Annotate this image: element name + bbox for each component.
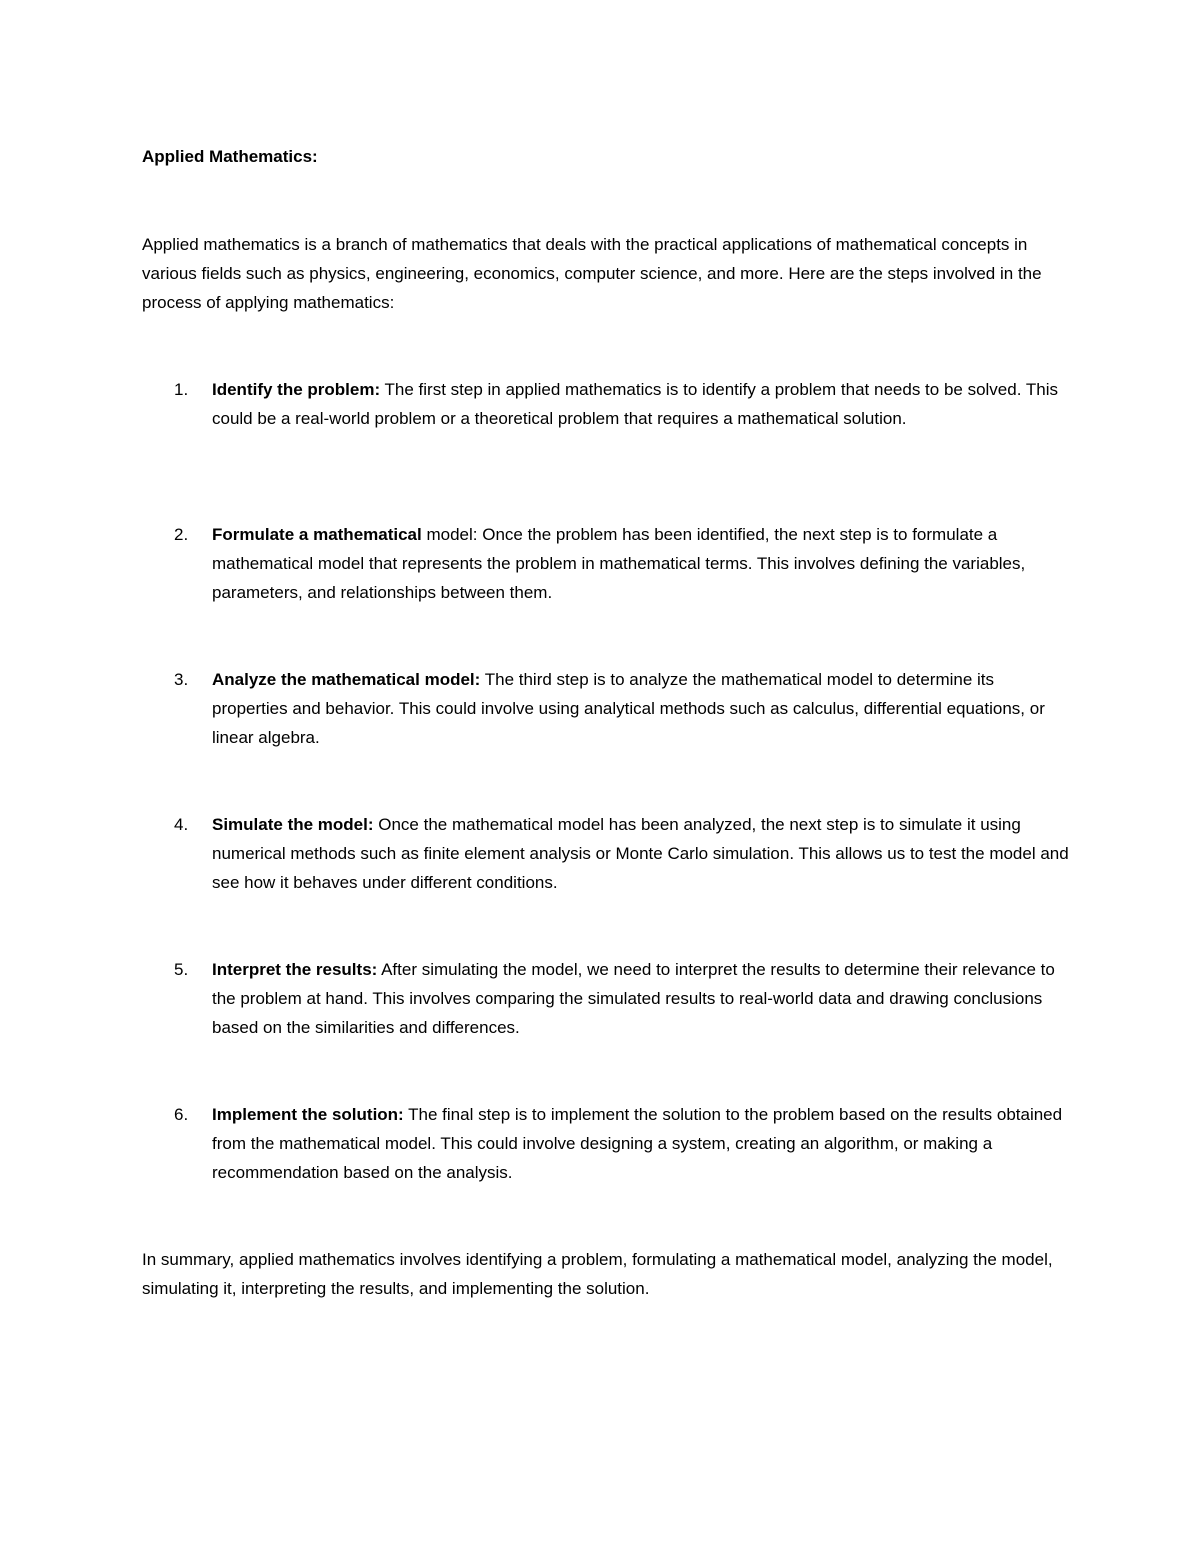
step-text: Once the mathematical model has been analyzed, the next step is to simulate it using numerical methods such as finite element analysis or Monte Carlo simulation. This allows us to test the model and see how it behaves under different conditions. [212, 815, 1069, 892]
step-label: Identify the problem: [212, 380, 381, 399]
step-body [212, 375, 1072, 433]
step-number: 1. [174, 380, 189, 399]
step-label: Analyze the mathematical model: [212, 670, 481, 689]
step-number: 2. [174, 525, 189, 544]
step-number: 6. [174, 1105, 189, 1124]
step-text: model: Once the problem has been identified, the next step is to formulate a mathematical model that represents the problem in mathematical terms. This involves defining the variables, parameters, and relationships between them. [212, 525, 1026, 602]
step-body [212, 520, 1072, 607]
document-title: Applied Mathematics: [142, 147, 318, 166]
step-label: Implement the solution: [212, 1105, 404, 1124]
step-label: Simulate the model: [212, 815, 374, 834]
step-number: 5. [174, 960, 189, 979]
summary-paragraph: In summary, applied mathematics involves identifying a problem, formulating a mathematical model, analyzing the model, simulating it, interpreting the results, and implementing the solution. [142, 1250, 1053, 1298]
step-body [212, 1100, 1072, 1187]
step-text: The final step is to implement the solution to the problem based on the results obtained from the mathematical model. This could involve designing a system, creating an algorithm, or making a recommendation based on the analysis. [212, 1105, 1063, 1182]
step-text: The first step in applied mathematics is to identify a problem that needs to be solved. This could be a real-world problem or a theoretical problem that requires a mathematical solution. [212, 380, 1058, 428]
step-label: Interpret the results: [212, 960, 378, 979]
step-body [212, 955, 1072, 1042]
intro-paragraph: Applied mathematics is a branch of mathematics that deals with the practical applications of mathematical concepts in various fields such as physics, engineering, economics, computer science, and more. Here are the steps involved in the process of applying mathematics: [142, 235, 1042, 312]
step-number: 3. [174, 670, 189, 689]
step-body [212, 810, 1072, 897]
step-text: After simulating the model, we need to interpret the results to determine their relevance to the problem at hand. This involves comparing the simulated results to real-world data and drawing conclusions based on the similarities and differences. [212, 960, 1055, 1037]
step-label: Formulate a mathematical [212, 525, 422, 544]
step-body [212, 665, 1072, 752]
step-text: The third step is to analyze the mathematical model to determine its properties and behavior. This could involve using analytical methods such as calculus, differential equations, or linear algebra. [212, 670, 1045, 747]
step-number: 4. [174, 815, 189, 834]
